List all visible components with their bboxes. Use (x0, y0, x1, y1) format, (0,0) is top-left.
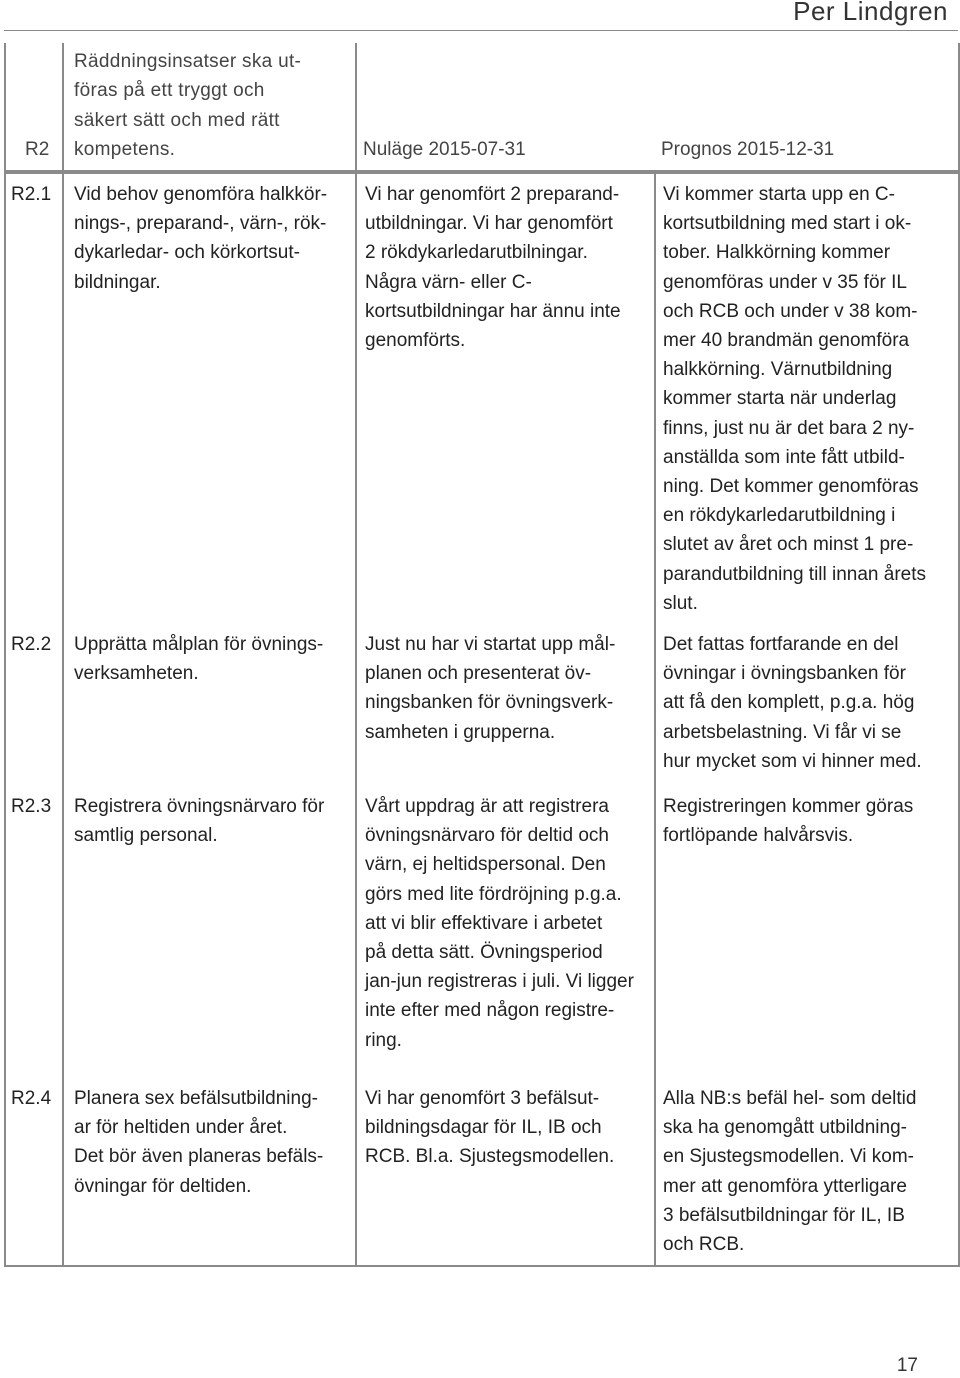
text-line: säkert sätt och med rätt (74, 109, 280, 131)
author-name: Per Lindgren (793, 0, 948, 26)
header-prognosis-cell (655, 43, 959, 172)
text-line: Vi har genomfört 3 befälsut- (365, 1088, 600, 1109)
text-line: hur mycket som vi hinner med. (663, 750, 922, 772)
text-line: att vi blir effektivare i arbetet (365, 912, 603, 934)
header-prognosis: Prognos 2015-12-31 (661, 138, 835, 160)
text-line: verksamheten. (74, 663, 199, 685)
text-line: samheten i grupperna. (365, 721, 556, 743)
text-line: en Sjustegsmodellen. Vi kom- (663, 1146, 914, 1168)
text-line: nings-, preparand-, värn-, rök- (74, 213, 327, 235)
text-line: inte efter med någon registre- (365, 1000, 615, 1022)
row-goal (64, 786, 355, 850)
header-goal-cell (63, 43, 356, 172)
text-line: mer att genomföra ytterligare (663, 1175, 907, 1197)
text-line: RCB. Bl.a. Sjustegsmodellen. (365, 1146, 615, 1168)
text-line: Det bör även planeras befäls- (74, 1146, 324, 1168)
text-line: Vi har genomfört 2 preparand- (365, 184, 620, 205)
text-line: kortsutbildning med start i ok- (663, 213, 912, 235)
text-line: 3 befälsutbildningar för IL, IB (663, 1204, 905, 1226)
row-id: R2.4 (11, 1088, 52, 1109)
text-line: halkkörning. Värnutbildning (663, 359, 893, 381)
header-now-cell (356, 43, 655, 172)
text-line: ska ha genomgått utbildning- (663, 1117, 907, 1139)
text-line: genomförts. (365, 330, 466, 352)
text-line: en rökdykarledarutbildning i (663, 505, 896, 527)
text-line: på detta sätt. Övningsperiod (365, 942, 603, 964)
text-line: Det fattas fortfarande en del (663, 634, 899, 655)
text-line: genomföras under v 35 för IL (663, 271, 907, 293)
text-line: föras på ett tryggt och (74, 80, 265, 102)
row-id: R2.3 (11, 796, 52, 817)
row-now (357, 174, 654, 355)
text-line: görs med lite fördröjning p.g.a. (365, 883, 622, 905)
text-line: Just nu har vi startat upp mål- (365, 634, 616, 655)
text-line: ningsbanken för övningsverk- (365, 692, 614, 714)
header-id: R2 (25, 138, 50, 160)
text-line: Planera sex befälsutbildning- (74, 1088, 318, 1109)
text-line: finns, just nu är det bara 2 ny- (663, 417, 915, 439)
text-line: Några värn- eller C- (365, 271, 532, 293)
row-goal (64, 1078, 355, 1201)
text-line: övningar för deltiden. (74, 1175, 252, 1197)
text-line: kortsutbildningar har ännu inte (365, 300, 621, 322)
text-line: övningar i övningsbanken för (663, 663, 906, 685)
header-now: Nuläge 2015-07-31 (363, 138, 526, 160)
page-number: 17 (896, 1355, 918, 1376)
row-goal (64, 624, 355, 688)
text-line: bildningar. (74, 271, 161, 293)
table-row (5, 786, 959, 1078)
text-line: värn, ej heltidspersonal. Den (365, 854, 606, 876)
text-line: kompetens. (74, 138, 176, 160)
header-id-cell (5, 43, 63, 172)
table-header-row (5, 43, 959, 172)
row-prognosis (656, 786, 958, 850)
text-line: dykarledar- och körkortsut- (74, 242, 300, 264)
text-line: ring. (365, 1029, 402, 1051)
text-line: samtlig personal. (74, 825, 218, 847)
row-id: R2.1 (11, 184, 52, 205)
text-line: mer 40 brandmän genomföra (663, 330, 910, 352)
text-line: slutet av året och minst 1 pre- (663, 534, 914, 556)
text-line: Räddningsinsatser ska ut- (74, 51, 302, 73)
text-line: övningsnärvaro för deltid och (365, 825, 609, 847)
text-line: Vårt uppdrag är att registrera (365, 796, 609, 817)
row-prognosis (656, 174, 958, 618)
row-now (357, 1078, 654, 1172)
text-line: utbildningar. Vi har genomfört (365, 213, 613, 235)
text-line: och RCB. (663, 1234, 745, 1256)
text-line: planen och presenterat öv- (365, 663, 592, 685)
text-line: Registreringen kommer göras (663, 796, 914, 817)
table-row (5, 624, 959, 786)
text-line: ar för heltiden under året. (74, 1117, 288, 1139)
text-line: parandutbildning till innan årets (663, 563, 927, 585)
text-line: Vi kommer starta upp en C- (663, 184, 895, 205)
header-goal (64, 47, 355, 170)
row-now (357, 624, 654, 747)
text-line: att få den komplett, p.g.a. hög (663, 692, 915, 714)
row-id: R2.2 (11, 634, 52, 655)
text-line: Upprätta målplan för övnings- (74, 634, 324, 655)
header-rule (4, 30, 958, 31)
text-line: fortlöpande halvårsvis. (663, 825, 854, 847)
text-line: 2 rökdykarledarutbilningar. (365, 242, 588, 264)
text-line: ning. Det kommer genomföras (663, 476, 919, 498)
text-line: kommer starta när underlag (663, 388, 897, 410)
goals-table (4, 43, 960, 1267)
row-prognosis (656, 624, 958, 776)
text-line: bildningsdagar för IL, IB och (365, 1117, 602, 1139)
text-line: arbetsbelastning. Vi får vi se (663, 721, 902, 743)
row-prognosis (656, 1078, 958, 1259)
text-line: Vid behov genomföra halkkör- (74, 184, 328, 205)
text-line: slut. (663, 592, 698, 614)
text-line: Alla NB:s befäl hel- som deltid (663, 1088, 917, 1109)
text-line: jan-jun registreras i juli. Vi ligger (365, 971, 634, 993)
text-line: och RCB och under v 38 kom- (663, 300, 918, 322)
table-row (5, 1078, 959, 1266)
row-goal (64, 174, 355, 297)
row-now (357, 786, 654, 1055)
table-row (5, 174, 959, 624)
text-line: tober. Halkkörning kommer (663, 242, 891, 264)
text-line: Registrera övningsnärvaro för (74, 796, 325, 817)
text-line: anställda som inte fått utbild- (663, 446, 905, 468)
